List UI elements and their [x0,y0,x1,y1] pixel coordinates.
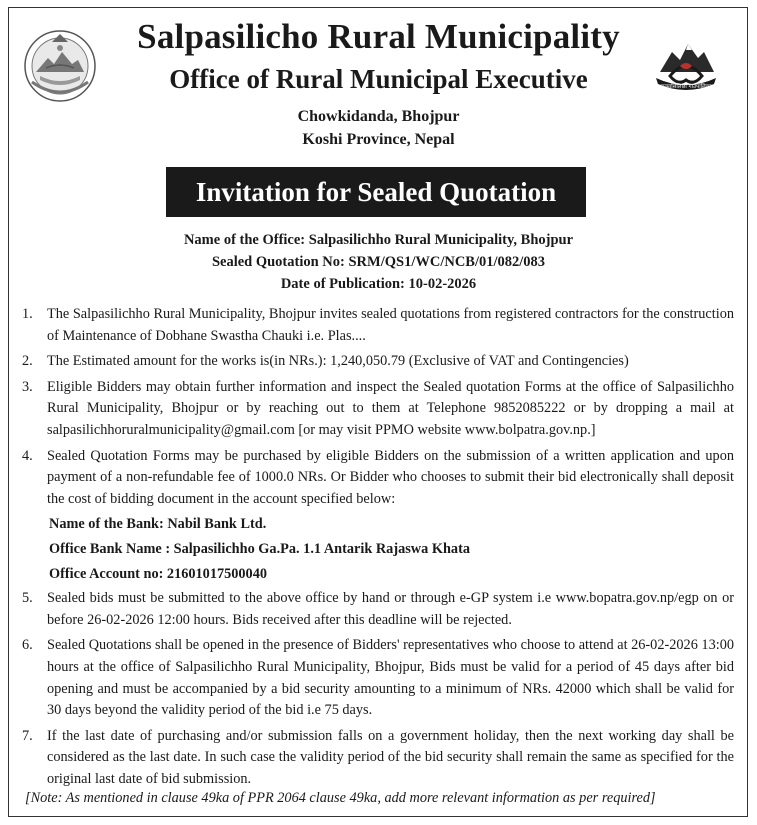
footnote: [Note: As mentioned in clause 49ka of PPR 2064 clause 49ka, add more relevant information as per required] [25,790,656,806]
bank-name: Name of the Bank: Nabil Bank Ltd. [49,516,267,533]
publication-date: Date of Publication: 10-02-2026 [280,276,477,292]
clause-7: 7. If the last date of purchasing and/or submission falls on a government holiday, then the next working day shall be considered as the last date. In such case the validity period of the bid security shall remain the same as specified for the original last date of bid submission. [22,727,734,787]
clause-4: 4. Sealed Quotation Forms may be purchased by eligible Bidders on the submission of a written application and upon payment of a non-refundable fee of 1000.0 NRs. Or Bidder who chooses to submit their bid electronically shall deposit the cost of bidding document in the account specified below: [22,447,734,507]
notice-banner: Invitation for Sealed Quotation [166,167,586,217]
quotation-number: Sealed Quotation No: SRM/QS1/WC/NCB/01/082/083 [211,254,546,270]
office-bank-name: Office Bank Name : Salpasilichho Ga.Pa. 1.1 Antarik Rajaswa Khata [49,540,470,557]
address-line-2: Koshi Province, Nepal [302,131,455,148]
address-line-1: Chowkidanda, Bhojpur [297,108,460,125]
clause-1: 1. The Salpasilichho Rural Municipality, Bhojpur invites sealed quotations from registered contractors for the construction of Maintenance of Dobhane Swastha Chauki i.e. Plas.... [22,306,734,344]
office-account-number: Office Account no: 21601017500040 [49,565,268,582]
logo-text: सल्पासिलिछो गाउँपालिका [660,84,712,90]
office-name: Name of the Office: Salpasilichho Rural Municipality, Bhojpur [183,232,574,248]
office-subtitle: Office of Rural Municipal Executive [169,64,588,94]
notice-body [22,304,734,794]
clause-5: 5. Sealed bids must be submitted to the above office by hand or through e-GP system i.e www.bopatra.gov.np/egp on or before 26-02-2026 12:00 hours. Bids received after this deadline will be rejected. [22,590,734,628]
clause-2: 2. The Estimated amount for the works is(in NRs.): 1,240,050.79 (Exclusive of VAT and Contingencies) [22,353,629,370]
page-title: Salpasilicho Rural Municipality [137,17,620,56]
clause-6: 6. Sealed Quotations shall be opened in the presence of Bidders' representatives who choose to attend at 26-02-2026 13:00 hours at the office of Salpasilichho Rural Municipality, Bhojpur, Bids must be valid for a period of 45 days after bid opening and must be accompanied by a bid security amounting to a minimum of NRs. 42000 which shall be valid for 30 days beyond the validity period of the bid i.e 75 days. [22,637,734,719]
clause-3: 3. Eligible Bidders may obtain further information and inspect the Sealed quotation Forms at the office of Salpasilichho Rural Municipality, Bhojpur or by reaching out to them at Telephone 9852085222 or by dropping a mail at salpasilichhoruralmunicipality@gmail.com [or may visit PPMO website www.bolpatra.gov.np.] [22,378,734,438]
